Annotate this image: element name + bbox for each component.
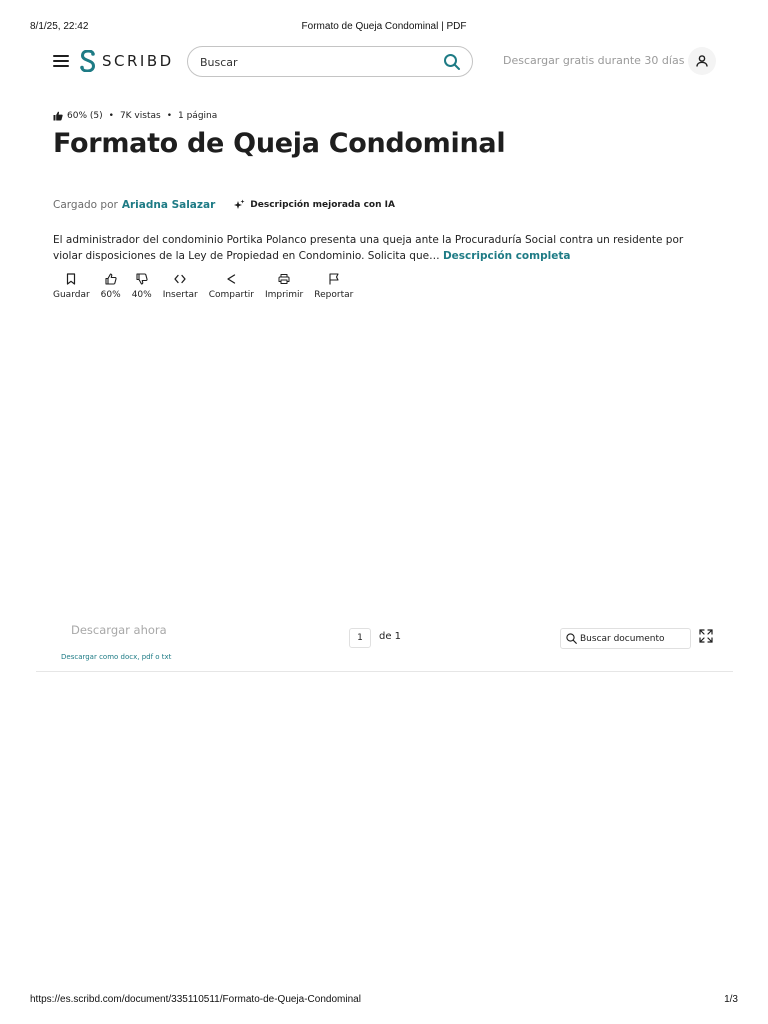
scribd-logo[interactable] bbox=[80, 49, 174, 73]
share-label: Compartir bbox=[208, 290, 254, 300]
rating-text: 60% (5) bbox=[67, 111, 103, 121]
viewer-toolbar bbox=[36, 618, 733, 672]
logo-text: SCRIBD bbox=[102, 52, 174, 70]
document-title: Formato de Queja Condominal bbox=[53, 128, 506, 159]
separator-dot: • bbox=[108, 111, 114, 121]
page-total-text: de 1 bbox=[379, 631, 402, 642]
thumbs-down-icon bbox=[136, 273, 148, 285]
pages-text: 1 página bbox=[178, 111, 218, 121]
print-title: Formato de Queja Condominal | PDF bbox=[301, 21, 467, 32]
page-number-input[interactable]: 1 bbox=[349, 628, 371, 648]
thumbs-up-filled-icon bbox=[53, 111, 63, 121]
sparkle-icon bbox=[233, 199, 245, 211]
full-description-link[interactable]: Descripción completa bbox=[442, 250, 571, 262]
flag-icon bbox=[328, 273, 340, 285]
separator-dot: • bbox=[166, 111, 172, 121]
save-button[interactable] bbox=[53, 271, 90, 300]
document-search-input[interactable] bbox=[580, 634, 690, 644]
report-label: Reportar bbox=[314, 290, 354, 300]
fullscreen-icon[interactable] bbox=[699, 629, 713, 643]
save-label: Guardar bbox=[53, 290, 90, 300]
document-description bbox=[53, 232, 713, 264]
print-footer bbox=[0, 992, 768, 1008]
site-search-box[interactable] bbox=[187, 46, 473, 77]
document-search-box[interactable] bbox=[560, 628, 691, 649]
embed-code-icon bbox=[174, 274, 186, 284]
embed-label: Insertar bbox=[162, 290, 198, 300]
print-header bbox=[0, 19, 768, 35]
share-icon bbox=[225, 273, 237, 285]
like-button[interactable] bbox=[101, 271, 121, 300]
top-navigation-bar bbox=[0, 44, 768, 78]
author-link[interactable]: Ariadna Salazar bbox=[121, 199, 216, 211]
share-button[interactable] bbox=[209, 271, 254, 300]
ai-badge-label: Descripción mejorada con IA bbox=[250, 200, 395, 210]
thumbs-up-icon bbox=[105, 273, 117, 285]
print-button[interactable] bbox=[265, 271, 303, 300]
ai-description-badge bbox=[233, 199, 395, 211]
hamburger-menu-icon[interactable] bbox=[53, 55, 69, 67]
download-now-button[interactable]: Descargar ahora bbox=[71, 623, 167, 637]
report-button[interactable] bbox=[314, 271, 353, 300]
user-icon bbox=[695, 54, 709, 68]
document-actions bbox=[53, 271, 364, 300]
site-search-input[interactable] bbox=[200, 53, 430, 71]
bookmark-icon bbox=[66, 273, 76, 285]
download-formats-link[interactable]: Descargar como docx, pdf o txt bbox=[61, 653, 172, 661]
embed-button[interactable] bbox=[163, 271, 198, 300]
print-url: https://es.scribd.com/document/335110511/Formato-de-Queja-Condominal bbox=[30, 994, 361, 1005]
print-label: Imprimir bbox=[264, 290, 304, 300]
like-percent: 60% bbox=[100, 290, 121, 300]
uploaded-by-label: Cargado por bbox=[53, 199, 118, 211]
dislike-button[interactable] bbox=[132, 271, 152, 300]
search-icon bbox=[566, 633, 577, 644]
print-datetime: 8/1/25, 22:42 bbox=[30, 21, 89, 32]
uploader-row bbox=[53, 199, 395, 211]
search-icon[interactable] bbox=[443, 53, 461, 71]
dislike-percent: 40% bbox=[131, 290, 152, 300]
views-text: 7K vistas bbox=[119, 111, 161, 121]
user-account-button[interactable] bbox=[688, 47, 716, 75]
print-page-count: 1/3 bbox=[724, 994, 738, 1005]
free-trial-link[interactable]: Descargar gratis durante 30 días bbox=[503, 54, 685, 67]
printer-icon bbox=[278, 273, 290, 285]
scribd-s-icon bbox=[80, 50, 96, 72]
description-text: El administrador del condominio Portika Polanco presenta una queja ante la Procuraduría Social contra un residente por violar disposiciones de la Ley de Propiedad en Condominio. Solicita que… bbox=[53, 234, 684, 262]
document-meta bbox=[53, 111, 217, 121]
